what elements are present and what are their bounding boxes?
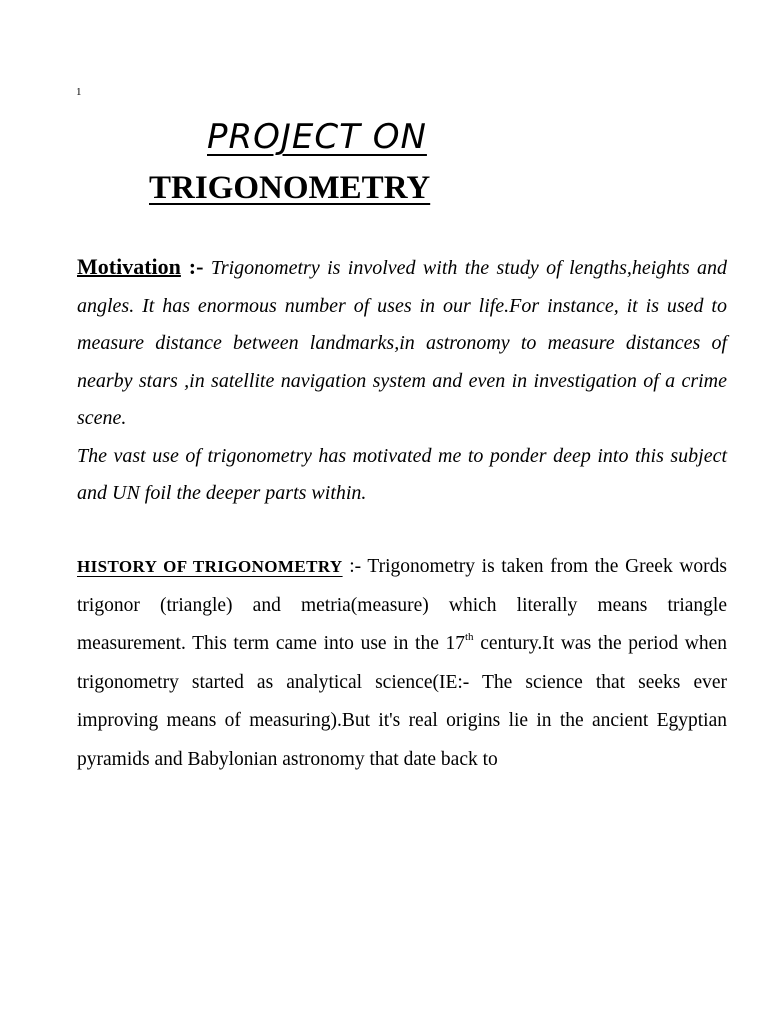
motivation-paragraph-1 [77, 248, 727, 438]
motivation-section [77, 248, 727, 513]
motivation-paragraph-2: The vast use of trigonometry has motivated me to ponder deep into this subject and UN foil the deeper parts within. [77, 444, 727, 504]
history-text-2: century.It was the period when trigonometry started as analytical science(IE:- The science that seeks ever improving means of measuring).But it's real origins lie in the ancient Egyptian pyramids and Babylonian astronomy that date back to [77, 633, 727, 770]
motivation-text-1: Trigonometry is involved with the study of lengths,heights and angles. It has enormous number of uses in our life.For instance, it is used to measure distance between landmarks,in astronomy to measure distances of nearby stars ,in satellite navigation system and even in investigation of a crime scene. [77, 257, 728, 429]
history-ordinal-suffix: th [465, 631, 474, 643]
motivation-label: Motivation [77, 254, 181, 279]
title-project-on: PROJECT ON [207, 117, 427, 157]
history-section [77, 548, 727, 779]
motivation-separator: :- [180, 254, 204, 279]
history-heading: HISTORY OF TRIGONOMETRY [77, 557, 343, 576]
history-separator: :- [349, 556, 362, 577]
motivation-heading [77, 254, 203, 279]
history-text-1: Trigonometry is taken from the Greek words trigonor (triangle) and metria(measure) which literally means triangle measurement. This term came into use in the 17 [77, 556, 727, 654]
title-trigonometry: TRIGONOMETRY [149, 170, 431, 206]
page-number: 1 [76, 86, 82, 98]
